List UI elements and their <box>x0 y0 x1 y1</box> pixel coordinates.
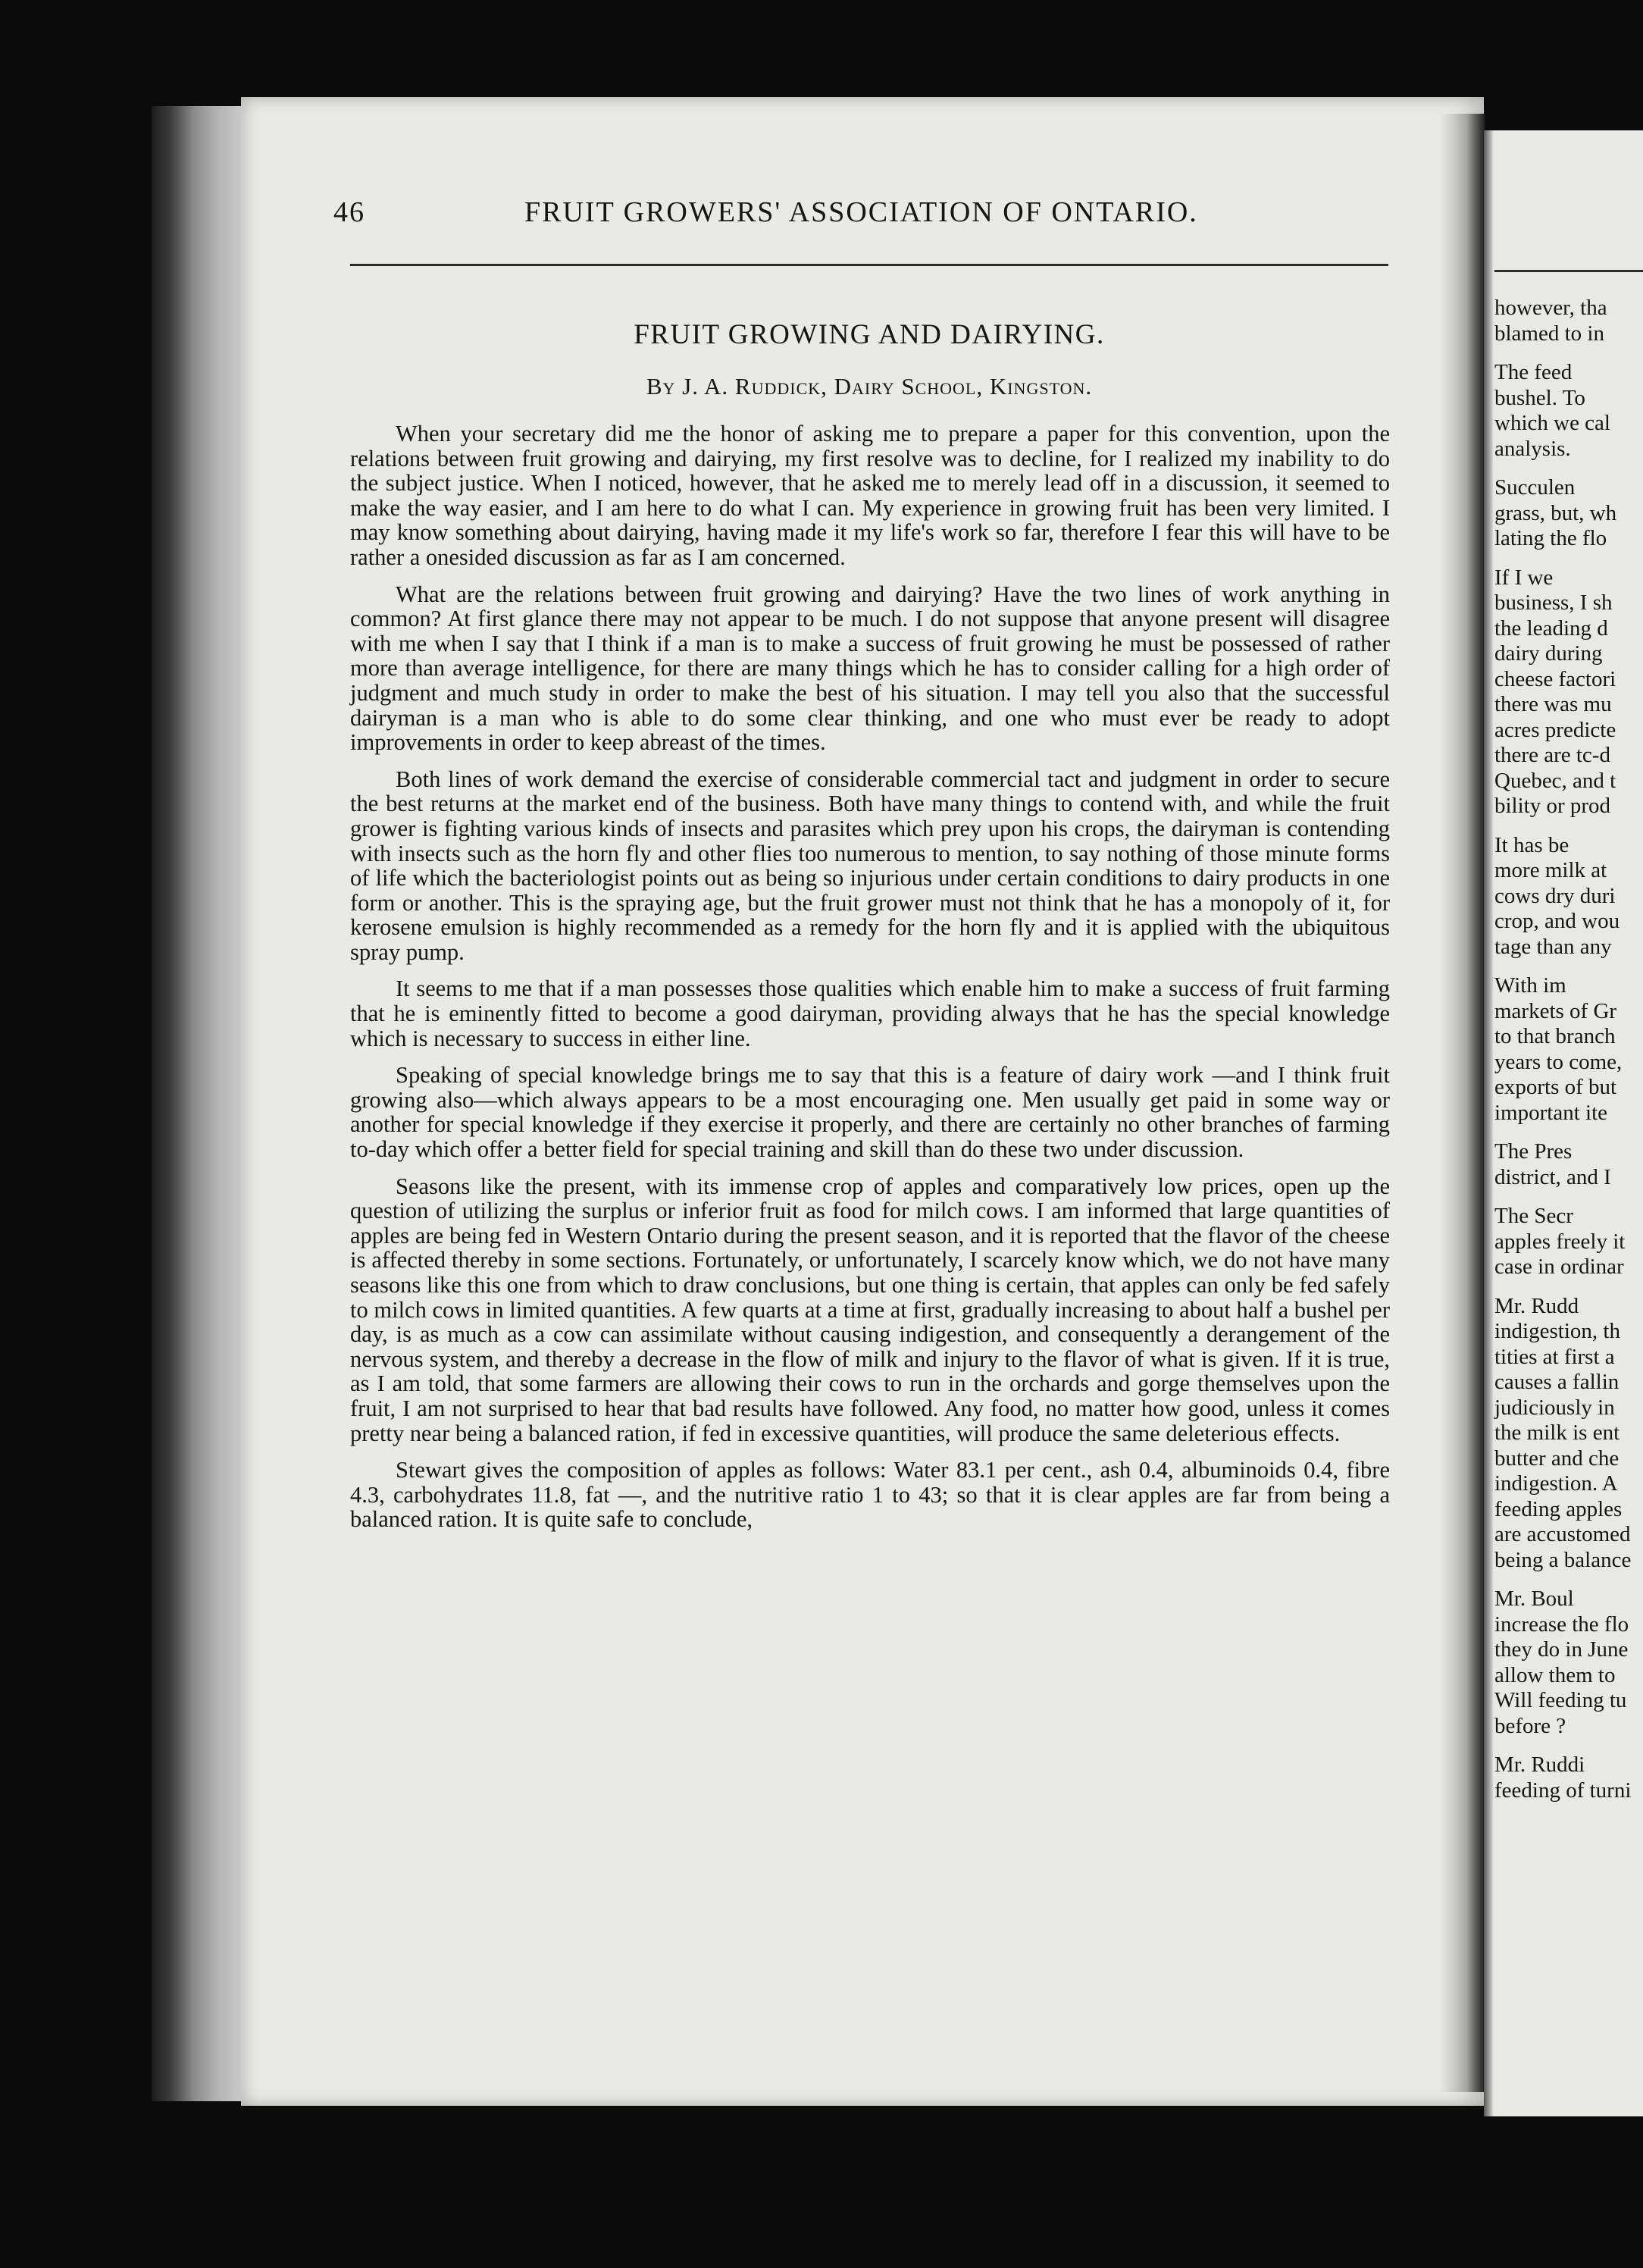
facing-page-line: which we cal <box>1494 411 1610 435</box>
paragraph-gap <box>1494 552 1643 565</box>
facing-page-line: case in ordinar <box>1494 1255 1624 1279</box>
paragraph: Speaking of special knowledge brings me to say that this is a feature of dairy work —and I think fruit growing also—which always appears to be a most encouraging one. Men usually get paid in some way or another for special knowledge if they exercise it properly, and there are certainly no other branches of farming to-day which offer a better field for special training and skill than do these two under discussion. <box>350 1062 1390 1163</box>
facing-page-line: feeding apples <box>1494 1496 1623 1521</box>
paragraph-gap <box>1494 1739 1643 1753</box>
facing-page-line: however, tha <box>1494 296 1607 320</box>
article-title: FRUIT GROWING AND DAIRYING. <box>634 319 1105 350</box>
paragraph: Stewart gives the composition of apples as follows: Water 83.1 per cent., ash 0.4, albuminoids 0.4, fibre 4.3, carbohydrates 11.8, fat —, and the nutritive ratio 1 to 43; so that it is clear apples are far from being a balanced ration. It is quite safe to conclude, <box>350 1457 1390 1533</box>
running-head <box>333 196 1394 233</box>
facing-page-line: tage than any <box>1494 934 1612 959</box>
facing-page-line: Succulen <box>1494 475 1576 500</box>
facing-page-line: apples freely it <box>1494 1229 1626 1254</box>
paragraph-gap <box>1494 960 1643 973</box>
facing-page-line: allow them to <box>1494 1662 1616 1687</box>
paragraph-gap <box>1494 346 1643 360</box>
book-spine <box>152 106 246 2101</box>
facing-page-text <box>1494 296 1643 1803</box>
paragraph: Both lines of work demand the exercise of considerable commercial tact and judgment in order to secure the best returns at the market end of the business. Both have many things to contend with, and while the fruit grower is fighting various kinds of insects and parasites which prey upon his crops, the dairyman is contending with insects such as the horn fly and other flies too numerous to mention, to say nothing of those minute forms of life which the bacteriologist points out as being so injurious under certain conditions to dairy products in one form or another. This is the spraying age, but the fruit grower must not think that he has a monopoly of it, for kerosene emulsion is highly recommended as a remedy for the horn fly and it is applied with the ubiquitous spray pump. <box>350 766 1390 965</box>
facing-page-line: before ? <box>1494 1713 1566 1738</box>
facing-page-line: butter and che <box>1494 1446 1620 1471</box>
facing-page-line: there was mu <box>1494 692 1612 716</box>
paragraph: When your secretary did me the honor of asking me to prepare a paper for this convention, upon the relations between fruit growing and dairying, my first resolve was to decline, for I realized my inability to do the subject justice. When I noticed, however, that he asked me to merely lead off in a discussion, it seemed to make the way easier, and I am here to do what I can. My experience in growing fruit has been very limited. I may know something about dairying, having made it my life's work so far, therefore I fear this will have to be rather a onesided discussion as far as I am concerned. <box>350 421 1390 570</box>
facing-page-line: It has be <box>1494 832 1569 857</box>
facing-page-line: The feed <box>1494 360 1573 384</box>
facing-page-line: there are tc-d <box>1494 743 1610 767</box>
facing-page-line: to that branch <box>1494 1024 1616 1048</box>
facing-page-line: important ite <box>1494 1100 1607 1125</box>
facing-page-line: feeding of turni <box>1494 1778 1632 1803</box>
facing-page-line: district, and I <box>1494 1164 1611 1189</box>
facing-page-line: years to come, <box>1494 1049 1623 1074</box>
facing-page-line: the milk is ent <box>1494 1421 1620 1445</box>
facing-page-line: With im <box>1494 973 1566 998</box>
facing-page-line: the leading d <box>1494 616 1608 641</box>
paragraph-gap <box>1494 819 1643 833</box>
running-head-title: FRUIT GROWERS' ASSOCIATION OF ONTARIO. <box>524 196 1198 228</box>
facing-page-line: blamed to in <box>1494 321 1604 346</box>
facing-page-line: grass, but, wh <box>1494 500 1617 525</box>
facing-page-line: The Secr <box>1494 1204 1573 1228</box>
paragraph-gap <box>1494 462 1643 475</box>
facing-page-line: bushel. To <box>1494 385 1585 410</box>
facing-page-line: lating the flo <box>1494 526 1607 550</box>
facing-page-line: business, I sh <box>1494 590 1613 615</box>
facing-page-line: bility or prod <box>1494 794 1611 818</box>
facing-page-line: analysis. <box>1494 436 1571 461</box>
facing-page-line: Mr. Boul <box>1494 1587 1574 1611</box>
facing-page-line: indigestion. A <box>1494 1471 1618 1496</box>
header-rule <box>350 264 1388 266</box>
facing-page-line: Quebec, and t <box>1494 768 1616 793</box>
facing-page-line: acres predicte <box>1494 717 1616 742</box>
paragraph: It seems to me that if a man possesses those qualities which enable him to make a success of fruit farming that he is eminently fitted to become a good dairyman, providing always that he has the special knowledge which is necessary to success in either line. <box>350 976 1390 1051</box>
facing-page-line: exports of but <box>1494 1075 1617 1099</box>
facing-page-line: they do in June <box>1494 1637 1629 1662</box>
facing-page-line: Mr. Rudd <box>1494 1293 1579 1318</box>
facing-page-line: indigestion, th <box>1494 1319 1620 1343</box>
facing-page-rule <box>1494 270 1643 272</box>
article-byline <box>350 373 1388 400</box>
facing-page-line: The Pres <box>1494 1139 1573 1164</box>
page-number: 46 <box>333 196 365 228</box>
paragraph-gap <box>1494 1573 1643 1587</box>
paragraph-gap <box>1494 1280 1643 1294</box>
paragraph-gap <box>1494 1190 1643 1204</box>
facing-page-line: judiciously in <box>1494 1395 1615 1420</box>
article-body <box>350 421 1390 1532</box>
facing-page-line: increase the flo <box>1494 1612 1629 1637</box>
facing-page-line: are accustomed <box>1494 1522 1631 1546</box>
facing-page-edge <box>1484 130 1493 2116</box>
facing-page-line: Mr. Ruddi <box>1494 1753 1585 1777</box>
facing-page-line: being a balance <box>1494 1547 1632 1572</box>
byline-text: By J. A. Ruddick, Dairy School, Kingston. <box>646 373 1093 399</box>
facing-page-line: markets of Gr <box>1494 998 1617 1023</box>
facing-page-line: Will feeding tu <box>1494 1688 1627 1712</box>
paragraph: What are the relations between fruit growing and dairying? Have the two lines of work anything in common? At first glance there may not appear to be much. I do not suppose that anyone present will disagree with me when I say that I think if a man is to make a success of fruit growing he must be possessed of rather more than average intelligence, for there are many things which he has to consider calling for a high order of judgment and much study in order to make the best of his situation. I may tell you also that the successful dairyman is a man who is able to do some clear thinking, and one who must ever be ready to adopt improvements in order to keep abreast of the times. <box>350 581 1390 756</box>
facing-page-line: crop, and wou <box>1494 909 1620 933</box>
page-gutter-shadow <box>1440 114 1485 2092</box>
facing-page-line: cows dry duri <box>1494 883 1616 908</box>
paragraph: Seasons like the present, with its immense crop of apples and comparatively low prices, open up the question of utilizing the surplus or inferior fruit as food for milch cows. I am informed that large quantities of apples are being fed in Western Ontario during the present season, and it is reported that the flavor of the cheese is affected thereby in some sections. Fortunately, or unfortunately, I scarcely know which, we do not have many seasons like this one from which to draw conclusions, but one thing is certain, that apples can only be fed safely to milch cows in limited quantities. A few quarts at a time at first, gradually increasing to about half a bushel per day, is as much as a cow can assimilate without causing indigestion, and consequently a derangement of the nervous system, and thereby a decrease in the flow of milk and injury to the flavor of what is given. If it is true, as I am told, that some farmers are allowing their cows to run in the orchards and gorge themselves upon the fruit, I am not surprised to hear that bad results have followed. Any food, no matter how good, unless it comes pretty near being a balanced ration, if fed in excessive quantities, will produce the same deleterious effects. <box>350 1173 1390 1446</box>
facing-page-line: dairy during <box>1494 641 1603 666</box>
facing-page-line: cheese factori <box>1494 666 1616 691</box>
paragraph-gap <box>1494 1126 1643 1139</box>
facing-page-line: If I we <box>1494 565 1554 590</box>
facing-page-line: tities at first a <box>1494 1344 1615 1369</box>
facing-page-line: causes a fallin <box>1494 1370 1620 1394</box>
facing-page-line: more milk at <box>1494 858 1607 882</box>
